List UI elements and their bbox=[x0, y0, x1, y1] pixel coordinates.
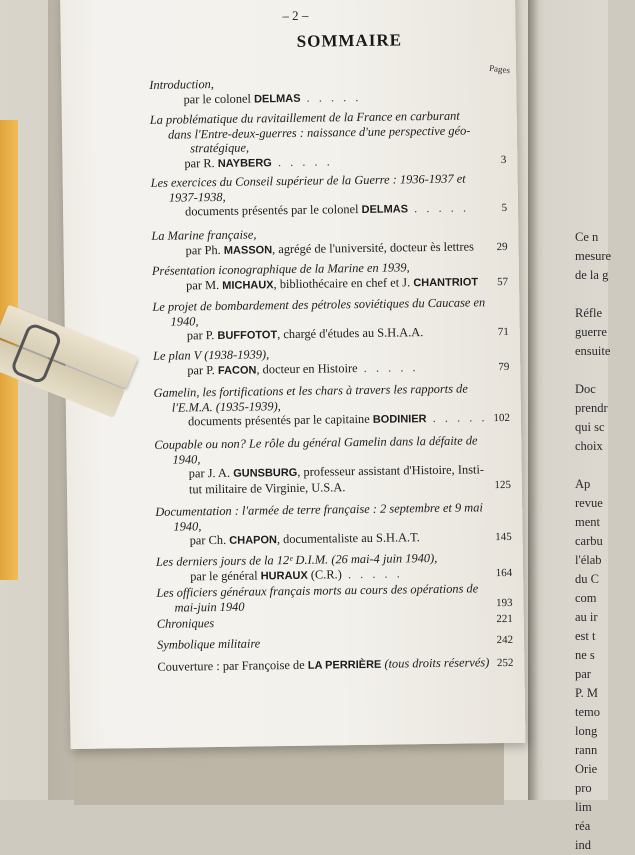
leader-dots: . . . . . bbox=[271, 153, 333, 169]
toc-entry-title-cont: 1940, bbox=[173, 518, 202, 534]
toc-author-name: LA PERRIÈRE bbox=[307, 658, 382, 672]
toc-author-suffix: (C.R.) bbox=[307, 566, 342, 582]
leader-dots: . . . . . bbox=[357, 359, 419, 375]
toc-page-number: 79 bbox=[498, 360, 510, 373]
toc-page-number: 125 bbox=[494, 478, 512, 491]
toc-entry-title: La problématique du ravitaillement de la France en carburant bbox=[149, 108, 460, 127]
facing-page-line: Ce n bbox=[575, 230, 599, 244]
toc-page-number: 5 bbox=[501, 201, 508, 215]
toc-entry bbox=[151, 224, 508, 259]
toc-entry-title: Documentation : l'armée de terre française : 2 septembre et 9 mai bbox=[155, 500, 483, 519]
facing-page-line: temo bbox=[575, 705, 600, 719]
page-title: SOMMAIRE bbox=[296, 30, 403, 51]
pages-column-label: Pages bbox=[488, 62, 511, 76]
toc-page-number: 57 bbox=[497, 275, 509, 288]
toc-author-prefix: par le colonel bbox=[183, 90, 255, 106]
toc-page-number: 145 bbox=[495, 530, 512, 544]
toc-author-name: DELMAS bbox=[253, 92, 301, 105]
toc-author-prefix: par Ch. bbox=[189, 532, 230, 548]
toc-author-suffix: , bibliothécaire en chef et J. bbox=[273, 274, 411, 291]
toc-author-name: FACON bbox=[217, 363, 257, 377]
facing-page-line: Ap bbox=[575, 477, 591, 491]
toc-author-suffix: , professeur assistant d'Histoire, Insti- bbox=[297, 462, 485, 479]
toc-entry-line bbox=[157, 655, 507, 675]
toc-page-number: 3 bbox=[500, 153, 507, 166]
toc-author-prefix: par M. bbox=[186, 277, 223, 292]
facing-page-text bbox=[575, 228, 635, 855]
facing-page-line: par bbox=[575, 667, 591, 681]
toc-entry-title: Coupable ou non? Le rôle du général Gamelin dans la défaite de bbox=[154, 433, 478, 452]
toc-entry-title: Couverture : par Françoise de bbox=[157, 657, 305, 674]
facing-page-line: pro bbox=[575, 781, 592, 795]
facing-page-line: revue bbox=[575, 496, 603, 510]
toc-author-name: CHAPON bbox=[229, 534, 278, 547]
toc-author-name: MICHAUX bbox=[222, 278, 274, 292]
toc-entry-note: (tous droits réservés) bbox=[381, 655, 490, 671]
toc-entry-title-cont: 1940, bbox=[170, 313, 199, 329]
facing-page-line: de la g bbox=[575, 268, 609, 282]
facing-page-line: mesure bbox=[575, 249, 612, 263]
toc-entry-title-cont: 1937-1938, bbox=[168, 189, 226, 205]
toc-entry bbox=[152, 344, 510, 379]
facing-page-line: Doc bbox=[575, 382, 596, 396]
facing-page-line: est t bbox=[575, 629, 596, 643]
toc-author-suffix: , docteur en Histoire bbox=[256, 360, 358, 376]
toc-author-name: HURAUX bbox=[260, 569, 308, 582]
toc-author-prefix: documents présentés par le colonel bbox=[184, 201, 362, 219]
toc-entry bbox=[154, 433, 512, 497]
facing-page-line: choix bbox=[575, 439, 603, 453]
toc-entry-title: Introduction, bbox=[149, 77, 214, 92]
toc-page-number: 193 bbox=[495, 596, 513, 609]
toc-page-number: 71 bbox=[497, 325, 509, 339]
toc-author-suffix: , documentaliste au S.H.A.T. bbox=[276, 530, 420, 547]
leader-dots: . . . . . bbox=[407, 200, 470, 216]
toc-entry-title-cont: mai-juin 1940 bbox=[174, 599, 245, 615]
toc-author-name: MASSON bbox=[223, 243, 273, 257]
toc-entry-title: Les exercices du Conseil supérieur de la Guerre : 1936-1937 et bbox=[150, 171, 466, 190]
toc-page-number: 221 bbox=[496, 612, 513, 626]
facing-page-line: prendr bbox=[575, 401, 608, 415]
facing-page-line: ind bbox=[575, 838, 591, 852]
facing-page-line: au ir bbox=[575, 610, 598, 624]
facing-page-line: P. M bbox=[575, 686, 598, 700]
facing-page-line: ne s bbox=[575, 648, 595, 662]
facing-page-line: guerre bbox=[575, 325, 607, 339]
facing-page-line: rann bbox=[575, 743, 598, 757]
toc-entry-title: Le plan V (1938-1939), bbox=[152, 347, 270, 363]
toc-entry-author-cont: tut militaire de Virginie, U.S.A. bbox=[188, 479, 346, 496]
facing-page-line: ment bbox=[575, 515, 600, 529]
toc-author-suffix: , agrégé de l'université, docteur ès lettres bbox=[271, 238, 474, 256]
toc-page-number: 102 bbox=[493, 411, 511, 425]
toc-entry bbox=[156, 581, 513, 615]
toc-entry-title-cont: stratégique, bbox=[190, 140, 250, 156]
facing-page-line: l'élab bbox=[575, 553, 602, 567]
toc-entry bbox=[149, 73, 499, 108]
toc-entry bbox=[155, 500, 512, 549]
toc-entry-title: Symbolique militaire bbox=[157, 636, 261, 652]
toc-entry bbox=[157, 655, 514, 675]
facing-page-line: long bbox=[575, 724, 598, 738]
toc-author-suffix: , chargé d'études au S.H.A.A. bbox=[277, 325, 424, 342]
facing-page-line: carbu bbox=[575, 534, 603, 548]
page-gutter bbox=[528, 0, 538, 800]
toc-entry bbox=[149, 108, 507, 172]
facing-page-line: réa bbox=[575, 819, 591, 833]
toc-entry bbox=[157, 633, 514, 652]
facing-page-line: ensuite bbox=[575, 344, 611, 358]
toc-entry-title: Chroniques bbox=[156, 616, 215, 631]
toc-entry bbox=[152, 295, 509, 344]
toc-entry-title: Gamelin, les fortifications et les chars à travers les rapports de bbox=[153, 381, 468, 400]
toc-author-name: CHANTRIOT bbox=[413, 275, 479, 289]
toc-page-number: 242 bbox=[496, 633, 514, 647]
toc-author-prefix: par le général bbox=[190, 567, 261, 583]
facing-page-line bbox=[575, 456, 635, 475]
toc-entry bbox=[153, 381, 511, 430]
toc-entry-title: Présentation iconographique de la Marine en 1939, bbox=[151, 260, 410, 278]
toc-author-prefix: par R. bbox=[184, 155, 218, 170]
toc-author-name: BUFFOTOT bbox=[217, 329, 278, 343]
page-number: – 2 – bbox=[282, 7, 309, 24]
facing-page-line: Orie bbox=[575, 762, 598, 776]
toc-author-prefix: par P. bbox=[186, 328, 218, 343]
toc-entry-title: La Marine française, bbox=[151, 227, 257, 243]
toc-entry-title-cont: l'E.M.A. (1935-1939), bbox=[171, 398, 281, 415]
toc-entry-title: Les derniers jours de la 12ᵉ D.I.M. (26 mai-4 juin 1940), bbox=[155, 550, 438, 569]
toc-entry-title-cont: 1940, bbox=[172, 451, 201, 467]
toc-entry bbox=[156, 612, 513, 631]
leader-dots: . . . . . bbox=[300, 89, 362, 105]
toc-author-prefix: par J. A. bbox=[188, 465, 234, 481]
toc-entry-title: Le projet de bombardement des pétroles soviétiques du Caucase en bbox=[152, 295, 486, 314]
toc-author-name: DELMAS bbox=[361, 203, 409, 216]
facing-page-line bbox=[575, 285, 635, 304]
toc-author-prefix: par P. bbox=[187, 362, 219, 377]
facing-page-line: Réfle bbox=[575, 306, 603, 320]
toc-page-number: 29 bbox=[496, 240, 508, 253]
toc-author-name: BODINIER bbox=[372, 413, 427, 426]
facing-page-line: qui sc bbox=[575, 420, 605, 434]
toc-page-number: 164 bbox=[495, 566, 513, 579]
toc-author-prefix: documents présentés par le capitaine bbox=[187, 411, 373, 429]
facing-page-line: du C bbox=[575, 572, 599, 586]
toc-entry bbox=[151, 259, 509, 294]
facing-page-line bbox=[575, 361, 635, 380]
toc-entry-title: Les officiers généraux français morts au cours des opérations de bbox=[156, 581, 479, 600]
facing-page-line: lim bbox=[575, 800, 592, 814]
toc-author-name: NAYBERG bbox=[217, 156, 272, 170]
toc-author-prefix: par Ph. bbox=[185, 242, 224, 257]
facing-page-line: com bbox=[575, 591, 597, 605]
toc-entry-title-cont: dans l'Entre-deux-guerres : naissance d'une perspective géo- bbox=[167, 122, 471, 142]
toc-author-name: GUNSBURG bbox=[233, 466, 298, 480]
toc-entry bbox=[150, 171, 508, 220]
leader-dots: . . . . . bbox=[426, 410, 488, 426]
toc-page-number: 252 bbox=[496, 656, 514, 670]
toc-entry bbox=[155, 550, 513, 585]
leader-dots: . . . . . bbox=[341, 565, 403, 581]
